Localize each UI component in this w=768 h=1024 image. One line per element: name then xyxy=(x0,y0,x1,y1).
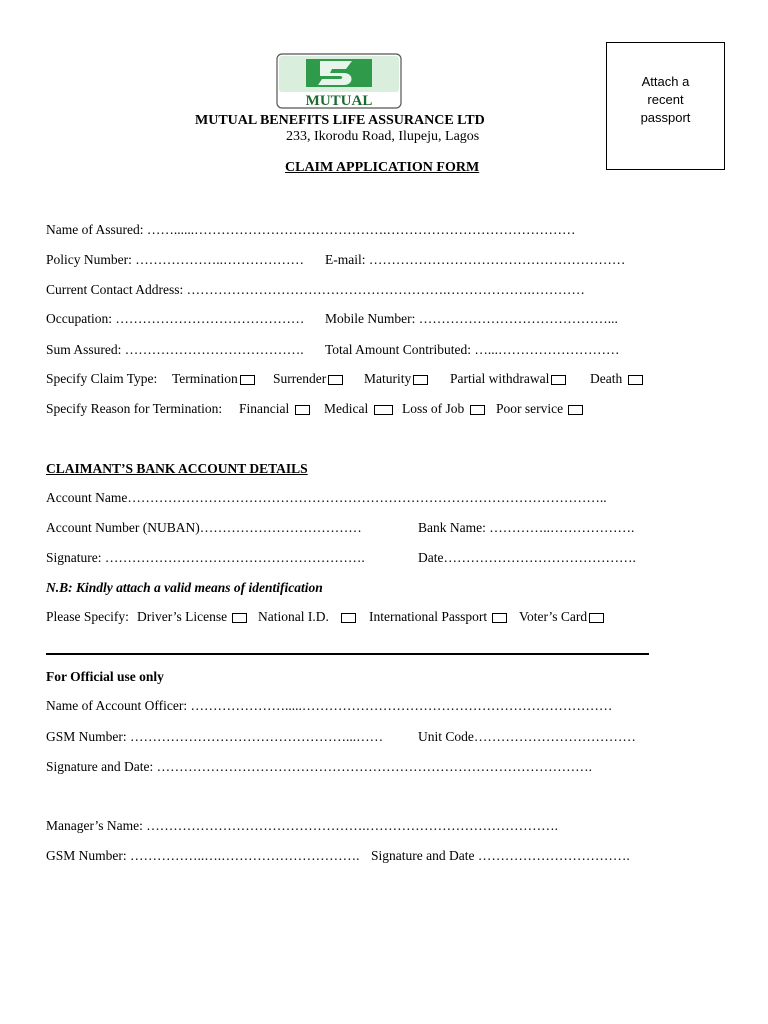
account-name-field[interactable]: Account Name…………………………………………………………………………………………….. xyxy=(46,490,607,505)
checkbox[interactable] xyxy=(341,613,356,623)
manager-gsm-field[interactable]: GSM Number: ……………..….…………………………. xyxy=(46,848,360,863)
id-voters-card[interactable] xyxy=(519,609,606,625)
option-label: Voter’s Card xyxy=(519,609,588,624)
checkbox[interactable] xyxy=(628,375,643,385)
checkbox[interactable] xyxy=(374,405,393,415)
company-address: 233, Ikorodu Road, Ilupeju, Lagos xyxy=(286,129,480,144)
option-label: Poor service xyxy=(496,401,564,416)
checkbox[interactable] xyxy=(240,375,255,385)
photo-box-line: recent xyxy=(647,92,684,107)
mutual-logo xyxy=(276,53,402,109)
sum-assured-field[interactable]: Sum Assured: …………………………………. xyxy=(46,342,304,357)
signature-field[interactable]: Signature: …………………………………………………. xyxy=(46,550,365,565)
reason-financial[interactable] xyxy=(239,401,312,417)
form-title: CLAIM APPLICATION FORM xyxy=(285,160,480,175)
company-name: MUTUAL BENEFITS LIFE ASSURANCE LTD xyxy=(195,113,485,128)
id-international-passport[interactable] xyxy=(369,609,509,625)
account-number-field[interactable]: Account Number (NUBAN)……………………………… xyxy=(46,520,362,535)
section-divider xyxy=(46,653,649,655)
bank-name-field[interactable]: Bank Name: …………..………………. xyxy=(418,520,635,535)
claim-type-death[interactable] xyxy=(590,371,645,387)
policy-number-field[interactable]: Policy Number: ………………..……………… xyxy=(46,252,304,267)
logo-text: MUTUAL xyxy=(305,93,373,109)
option-label: Medical xyxy=(324,401,369,416)
email-field[interactable]: E-mail: ………………………………………………… xyxy=(325,252,626,267)
date-field[interactable]: Date……………………………………. xyxy=(418,550,636,565)
claim-type-termination[interactable] xyxy=(172,371,257,387)
checkbox[interactable] xyxy=(328,375,343,385)
claim-type-label: Specify Claim Type: xyxy=(46,371,158,386)
reason-medical[interactable] xyxy=(324,401,395,417)
officer-gsm-field[interactable]: GSM Number: …………………………………………...…… xyxy=(46,729,384,744)
checkbox[interactable] xyxy=(295,405,310,415)
option-label: National I.D. xyxy=(258,609,329,624)
checkbox[interactable] xyxy=(589,613,604,623)
id-drivers-license[interactable] xyxy=(137,609,249,625)
option-label: Partial withdrawal xyxy=(450,371,550,386)
reason-loss-of-job[interactable] xyxy=(402,401,487,417)
checkbox[interactable] xyxy=(568,405,583,415)
passport-photo-box xyxy=(606,42,725,170)
unit-code-field[interactable]: Unit Code……………………………… xyxy=(418,729,636,744)
mobile-number-field[interactable]: Mobile Number: ……………………………………... xyxy=(325,311,618,326)
official-use-heading: For Official use only xyxy=(46,669,164,684)
option-label: Maturity xyxy=(364,371,412,386)
checkbox[interactable] xyxy=(413,375,428,385)
claim-type-maturity[interactable] xyxy=(364,371,430,387)
bank-details-heading: CLAIMANT’S BANK ACCOUNT DETAILS xyxy=(46,461,308,476)
reason-poor-service[interactable] xyxy=(496,401,585,417)
photo-box-line: Attach a xyxy=(641,74,690,89)
checkbox[interactable] xyxy=(232,613,247,623)
option-label: Driver’s License xyxy=(137,609,228,624)
manager-name-field[interactable]: Manager’s Name: ………………………………………….……………………………………. xyxy=(46,818,558,833)
option-label: Surrender xyxy=(273,371,327,386)
occupation-field[interactable]: Occupation: …………………………………… xyxy=(46,311,305,326)
reason-label: Specify Reason for Termination: xyxy=(46,401,223,416)
id-type-label: Please Specify: xyxy=(46,609,129,624)
option-label: Loss of Job xyxy=(402,401,465,416)
claim-type-surrender[interactable] xyxy=(273,371,345,387)
checkbox[interactable] xyxy=(492,613,507,623)
name-of-assured-field[interactable]: Name of Assured: ……......…………………………………….…………………………………… xyxy=(46,222,576,237)
checkbox[interactable] xyxy=(470,405,485,415)
nb-note: N.B: Kindly attach a valid means of identification xyxy=(46,580,323,595)
option-label: International Passport xyxy=(369,609,488,624)
checkbox[interactable] xyxy=(551,375,566,385)
total-contributed-field[interactable]: Total Amount Contributed: …...……………………… xyxy=(325,342,620,357)
contact-address-field[interactable]: Current Contact Address: ………………………………………………….……………….………… xyxy=(46,282,585,297)
photo-box-line: passport xyxy=(640,110,691,125)
manager-signature-date-field[interactable]: Signature and Date ……………………………. xyxy=(371,848,630,863)
option-label: Termination xyxy=(172,371,238,386)
id-national-id[interactable] xyxy=(258,609,358,625)
officer-signature-date-field[interactable]: Signature and Date: ……………………………………………………………………………………. xyxy=(46,759,592,774)
option-label: Death xyxy=(590,371,623,386)
option-label: Financial xyxy=(239,401,290,416)
account-officer-field[interactable]: Name of Account Officer: ………………….....…………………………………………………………… xyxy=(46,698,613,713)
claim-type-partial-withdrawal[interactable] xyxy=(450,371,568,387)
